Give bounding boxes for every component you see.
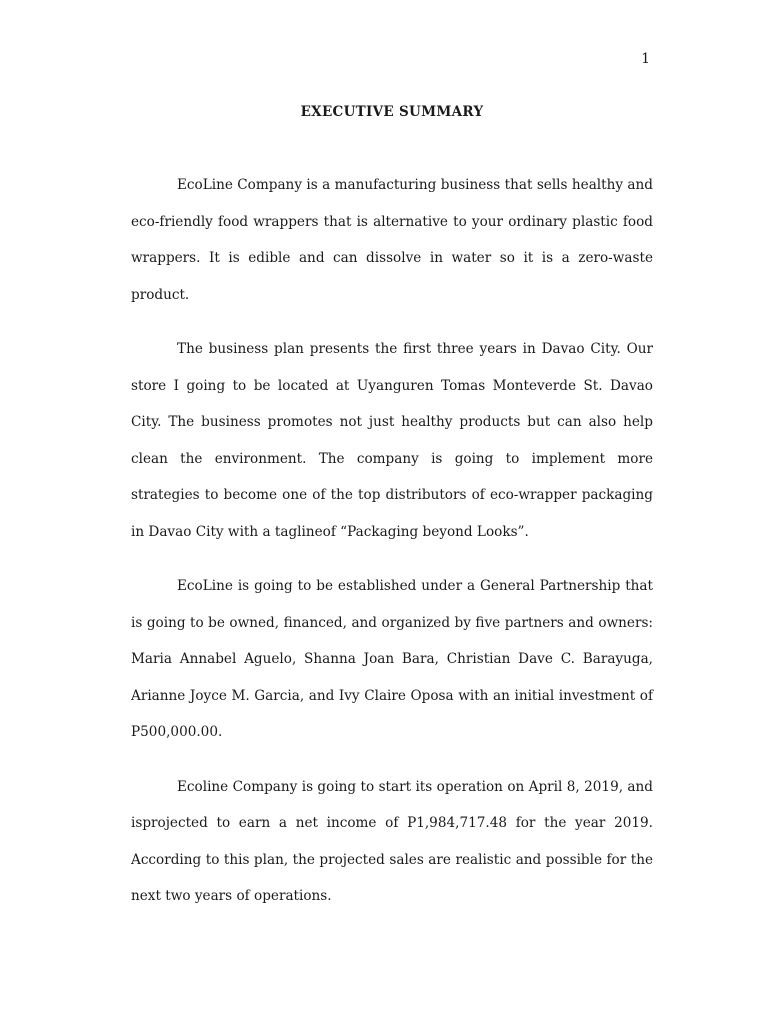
paragraph-company-overview: EcoLine Company is a manufacturing business that sells healthy and eco-friendly food wrappers that is alternative to your ordinary plastic food wrappers. It is edible and can dissolve in water so it is a zero-waste product. (131, 177, 653, 303)
document-body (131, 167, 653, 933)
page-number: 1 (641, 51, 650, 67)
paragraph-operations: Ecoline Company is going to start its operation on April 8, 2019, and isprojected to earn a net income of P1,984,717.48 for the year 2019. According to this plan, the projected sales are realistic and possible for the next two years of operations. (131, 778, 653, 904)
paragraph-partnership: EcoLine is going to be established under a General Partnership that is going to be owned, financed, and organized by five partners and owners: Maria Annabel Aguelo, Shanna Joan Bara, Christian Dave C. Barayuga, Arianne Joyce M. Garcia, and Ivy Claire Oposa with an initial investment of P500,000.00. (131, 578, 653, 740)
page-title: EXECUTIVE SUMMARY (300, 104, 484, 120)
paragraph-business-plan: The business plan presents the first three years in Davao City. Our store I going to be located at Uyanguren Tomas Monteverde St. Davao City. The business promotes not just healthy products but can also help clean the environment. The company is going to implement more strategies to become one of the top distributors of eco-wrapper packaging in Davao City with a taglineof “Packaging beyond Looks”. (131, 341, 653, 540)
